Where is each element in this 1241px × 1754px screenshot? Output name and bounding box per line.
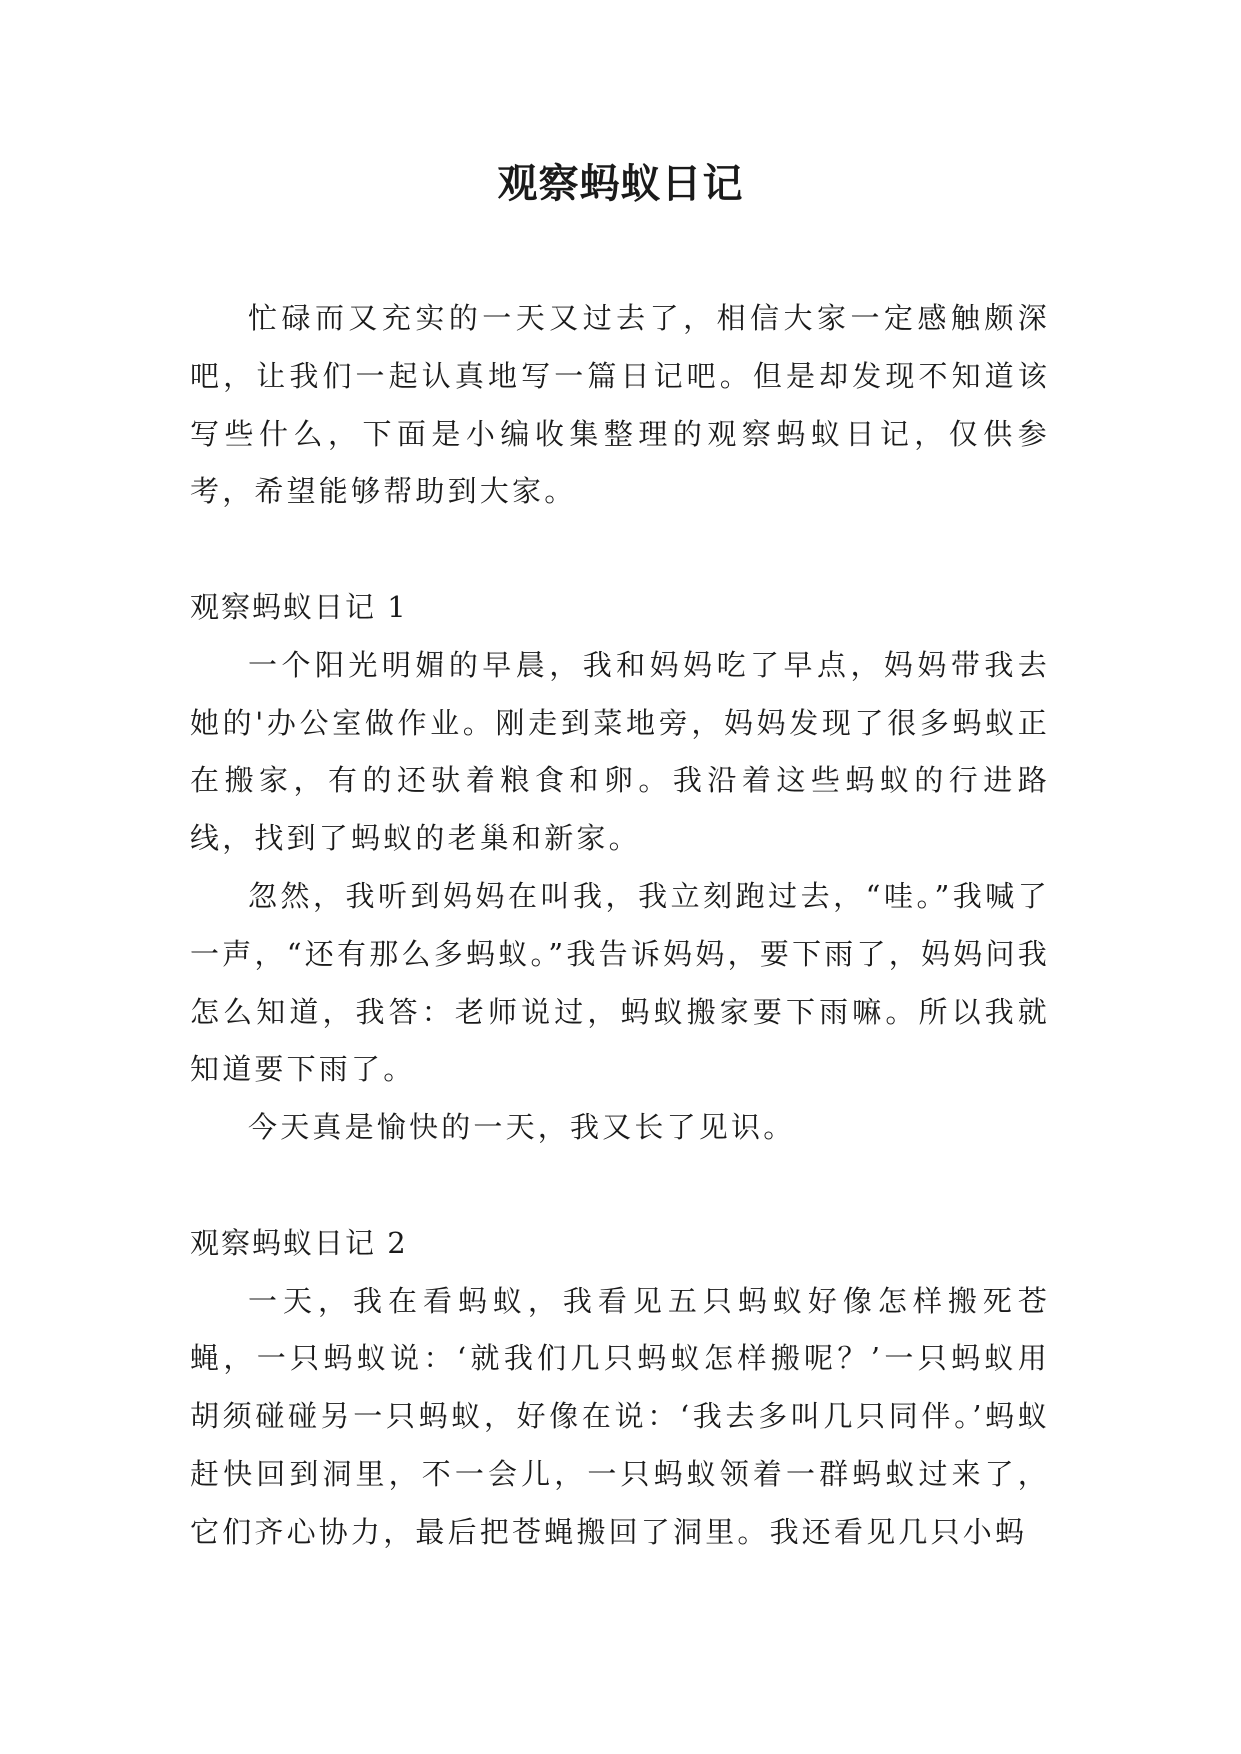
section-paragraph: 一天，我在看蚂蚁，我看见五只蚂蚁好像怎样搬死苍蝇，一只蚂蚁说：‘就我们几只蚂蚁怎样搬呢？’一只蚂蚁用胡须碰碰另一只蚂蚁，好像在说：‘我去多叫几只同伴。’蚂蚁赶快回到洞里，不一会儿，一只蚂蚁领着一群蚂蚁过来了，它们齐心协力，最后把苍蝇搬回了洞里。我还看见几只小蚂: [190, 1283, 1050, 1549]
section-1: [190, 579, 1050, 1157]
section-heading: 观察蚂蚁日记 2: [190, 1225, 408, 1260]
document-title: 观察蚂蚁日记: [497, 160, 744, 207]
section-spacer: [190, 521, 1050, 579]
document-body: [190, 290, 1050, 1562]
section-paragraph: 一个阳光明媚的早晨，我和妈妈吃了早点，妈妈带我去她的'办公室做作业。刚走到菜地旁，妈妈发现了很多蚂蚁正在搬家，有的还驮着粮食和卵。我沿着这些蚂蚁的行进路线，找到了蚂蚁的老巢和新家。: [190, 647, 1050, 856]
section-paragraph: 今天真是愉快的一天，我又长了见识。: [248, 1110, 796, 1145]
section-paragraph: 忽然，我听到妈妈在叫我，我立刻跑过去，“哇。”我喊了一声，“还有那么多蚂蚁。”我告诉妈妈，要下雨了，妈妈问我怎么知道，我答：老师说过，蚂蚁搬家要下雨嘛。所以我就知道要下雨了。: [190, 878, 1050, 1087]
section-heading: 观察蚂蚁日记 1: [190, 589, 408, 624]
section-2: [190, 1215, 1050, 1562]
intro-paragraph: 忙碌而又充实的一天又过去了，相信大家一定感触颇深吧，让我们一起认真地写一篇日记吧。但是却发现不知道该写些什么，下面是小编收集整理的观察蚂蚁日记，仅供参考，希望能够帮助到大家。: [190, 301, 1050, 509]
section-spacer: [190, 1157, 1050, 1215]
